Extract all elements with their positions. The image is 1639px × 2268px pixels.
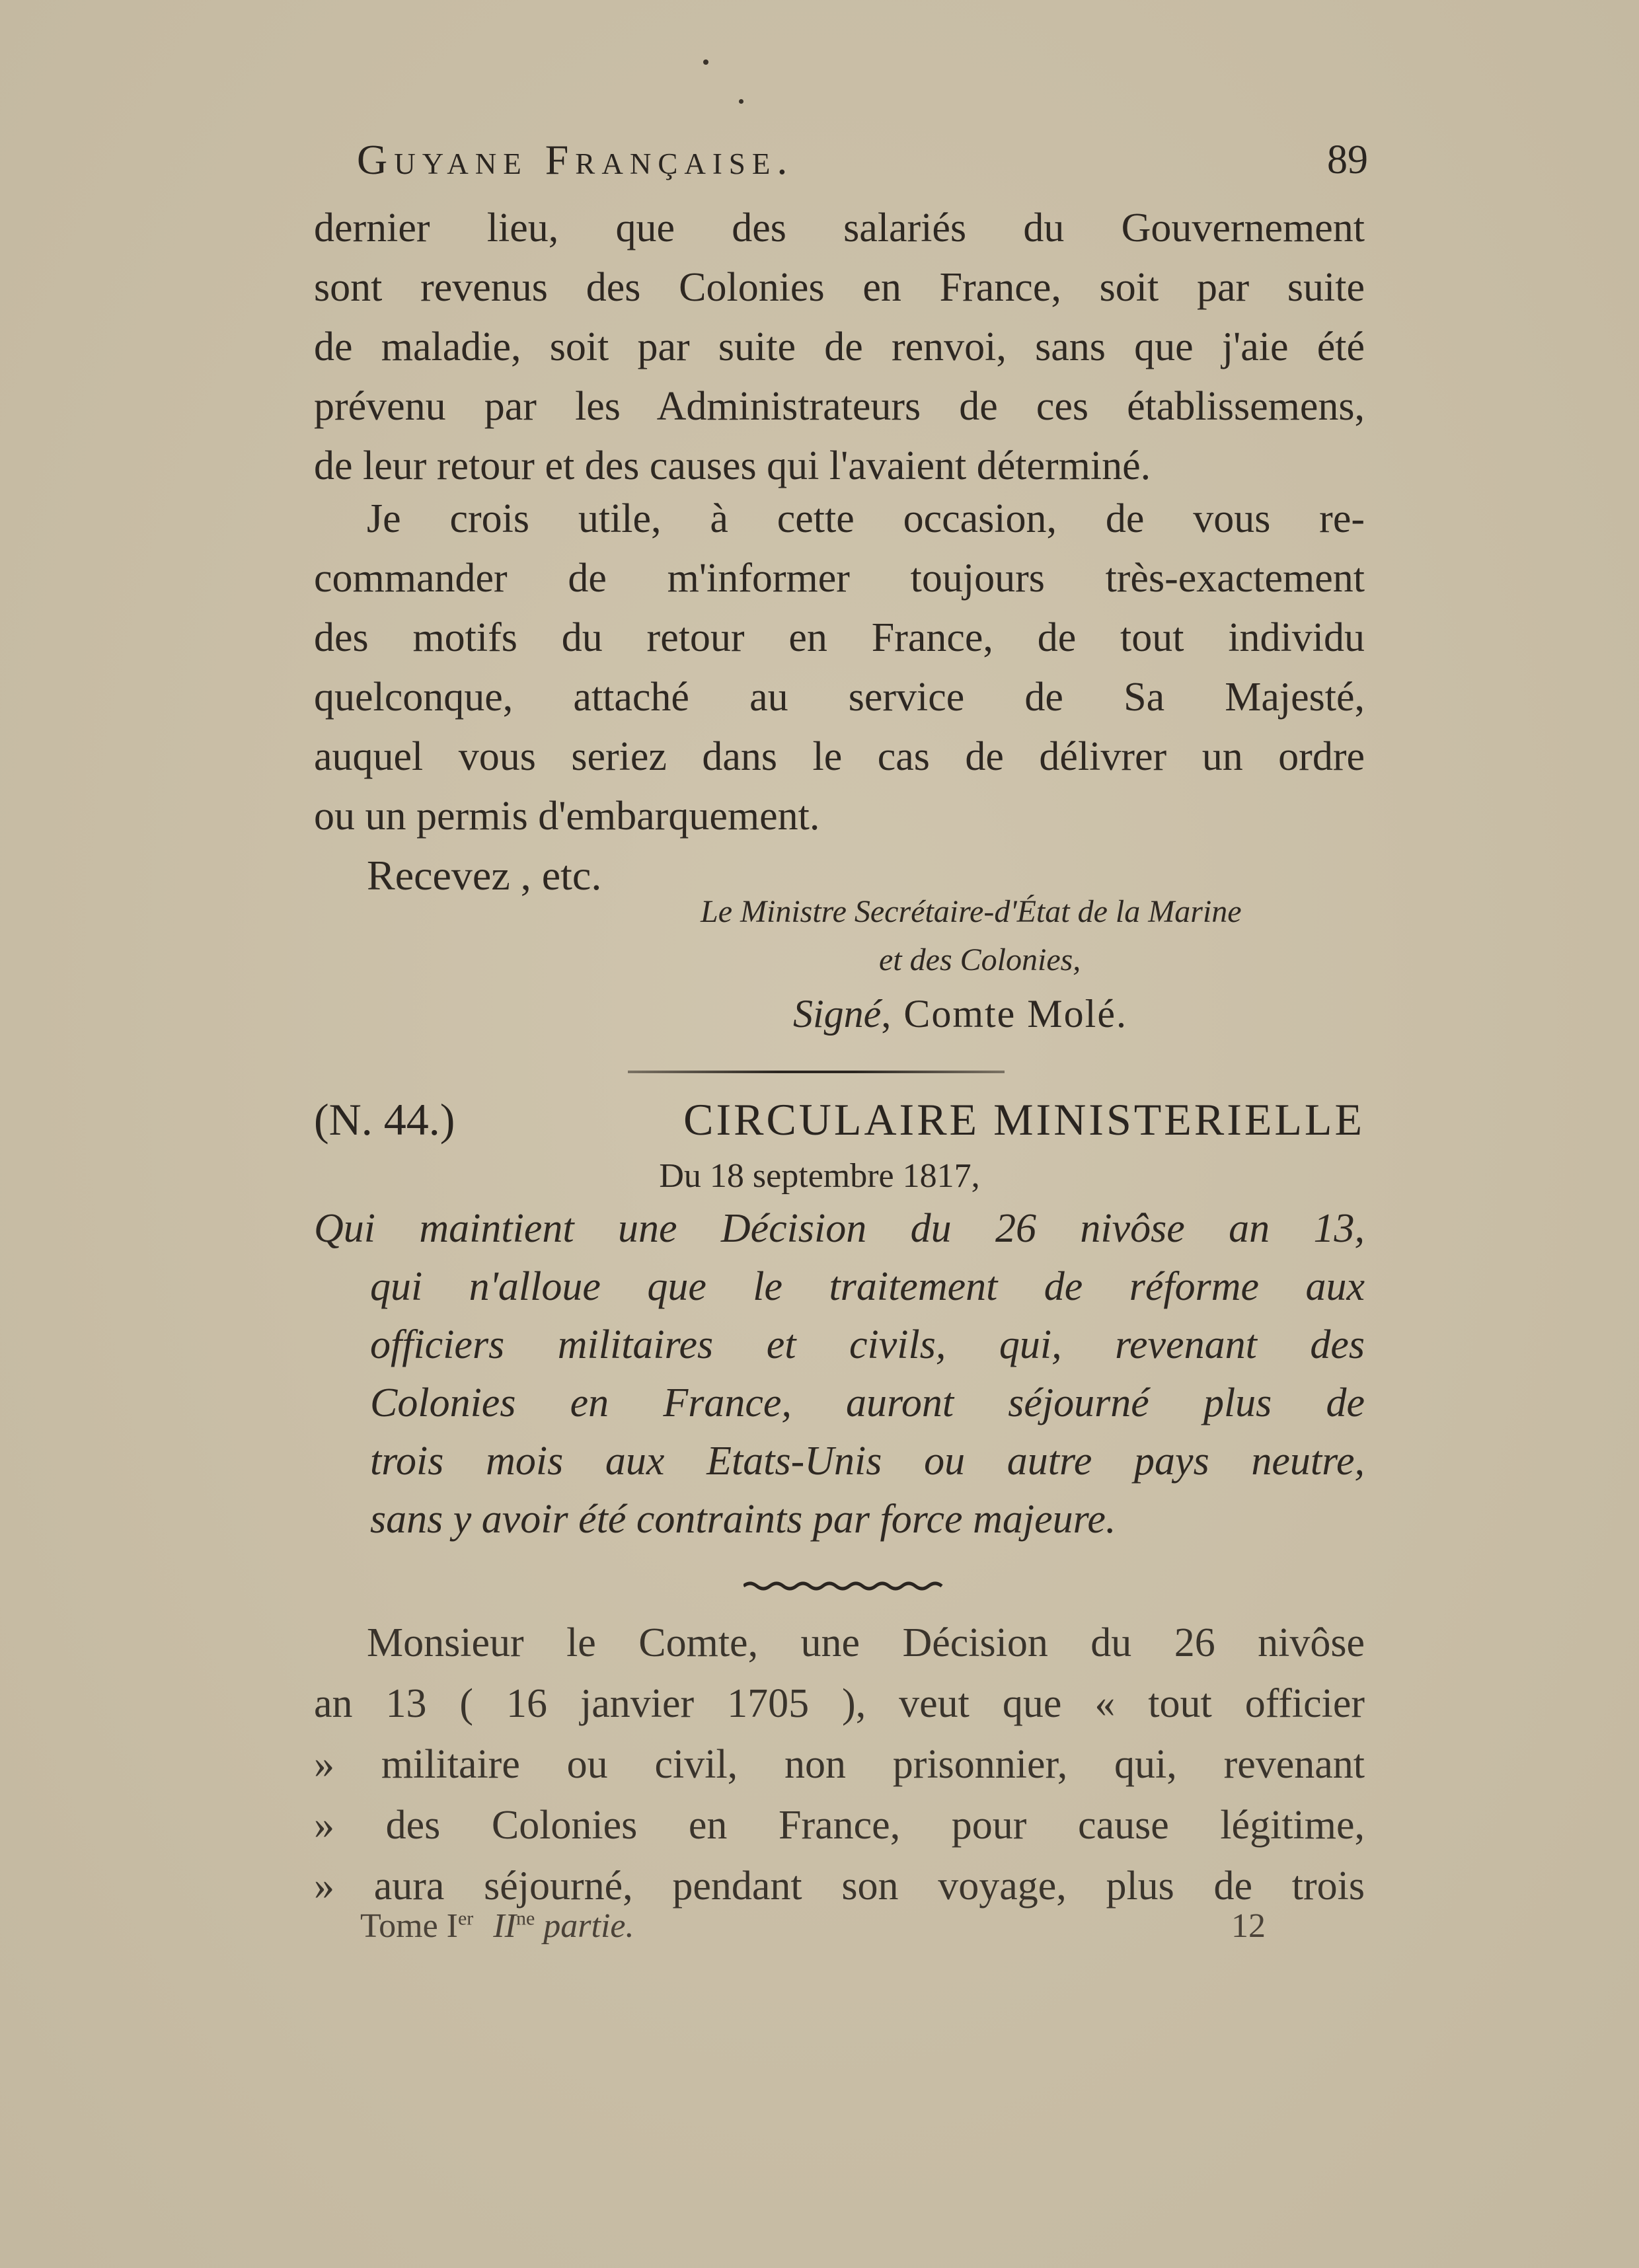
speck <box>739 99 743 104</box>
body-line: Monsieur le Comte, une Décision du 26 nivôse <box>367 1620 1365 1665</box>
closing-formula: Recevez , etc. <box>367 852 602 899</box>
summary-line: Qui maintient une Décision du 26 nivôse an 13, <box>314 1206 1365 1251</box>
body-line: an 13 ( 16 janvier 1705 ), veut que « tout officier <box>314 1681 1365 1726</box>
part-sup: ne <box>515 1907 535 1930</box>
page-footer <box>360 1907 1266 1953</box>
summary-line: sans y avoir été contraints par force majeure. <box>370 1497 1116 1542</box>
wavy-ornament <box>743 1579 948 1593</box>
text-line: auquel vous seriez dans le cas de délivrer un ordre <box>314 734 1365 779</box>
circular-title: CIRCULAIRE MINISTERIELLE <box>683 1094 1365 1145</box>
body-line: » des Colonies en France, pour cause légitime, <box>314 1803 1365 1848</box>
summary-line: trois mois aux Etats-Unis ou autre pays neutre, <box>370 1439 1365 1484</box>
text-line: dernier lieu, que des salariés du Gouvernement <box>314 206 1365 250</box>
section-divider <box>628 1071 1005 1073</box>
text-line: commander de m'informer toujours très-exactement <box>314 556 1365 601</box>
circular-number: (N. 44.) <box>314 1094 455 1145</box>
text-line: des motifs du retour en France, de tout individu <box>314 615 1365 660</box>
circular-summary <box>314 1199 1365 1548</box>
body-line: » aura séjourné, pendant son voyage, plus de trois <box>314 1864 1365 1909</box>
text-line: ou un permis d'embarquement. <box>314 794 820 839</box>
part-word: partie. <box>535 1907 634 1945</box>
text-line: de leur retour et des causes qui l'avaient déterminé. <box>314 443 1151 488</box>
circular-body <box>314 1612 1365 1916</box>
paragraph-recommendation <box>314 489 1365 905</box>
signature-title-cont: et des Colonies, <box>879 942 1081 977</box>
tome-sup: er <box>457 1907 474 1930</box>
body-line: » militaire ou civil, non prisonnier, qui, revenant <box>314 1742 1365 1787</box>
text-line: prévenu par les Administrateurs de ces établissemens, <box>314 384 1365 429</box>
header-title: Guyane Française. <box>357 136 794 183</box>
summary-line: Colonies en France, auront séjourné plus de <box>370 1380 1365 1425</box>
paragraph-continuation <box>314 198 1365 496</box>
signature-mark: 12 <box>1231 1907 1266 1945</box>
speck <box>703 59 708 65</box>
signature-title: Le Ministre Secrétaire-d'État de la Marine <box>701 894 1242 929</box>
summary-line: qui n'alloue que le traitement de réforme aux <box>370 1264 1365 1309</box>
tome-label: Tome I <box>360 1907 458 1945</box>
volume-note <box>360 1907 634 1946</box>
part-label <box>493 1907 634 1945</box>
text-line: sont revenus des Colonies en France, soit par suite <box>314 265 1365 310</box>
summary-line: officiers militaires et civils, qui, revenant des <box>370 1322 1365 1367</box>
running-header <box>311 135 1368 195</box>
text-line: quelconque, attaché au service de Sa Majesté, <box>314 675 1365 720</box>
circular-date: Du 18 septembre 1817, <box>659 1157 980 1195</box>
page-number: 89 <box>1327 137 1368 182</box>
circular-heading <box>314 1094 1365 1160</box>
text-line: Je crois utile, à cette occasion, de vous re- <box>367 496 1365 541</box>
signed-name: , Comte Molé. <box>881 992 1127 1036</box>
signature-signed <box>793 991 1127 1037</box>
text-line: de maladie, soit par suite de renvoi, sans que j'aie été <box>314 324 1365 369</box>
part-numeral: II <box>493 1907 516 1945</box>
signed-label: Signé <box>793 992 882 1036</box>
